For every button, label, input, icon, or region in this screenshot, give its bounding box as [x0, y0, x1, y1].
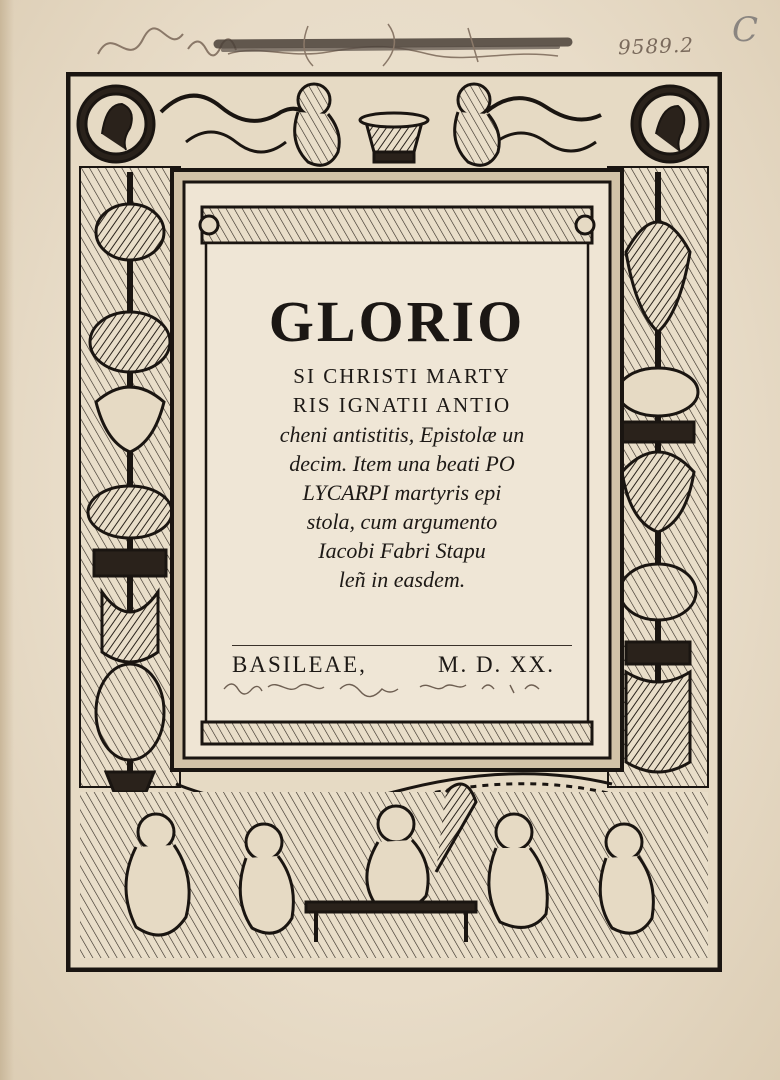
struck-out-ownership-signature: [88, 14, 688, 74]
title-text-block: [222, 362, 582, 594]
left-candelabrum-column: [80, 167, 180, 792]
handwritten-annotation: [220, 675, 560, 699]
title-line: cheni antistitis, Epistolæ un: [279, 422, 525, 447]
shelf-number: 9589.2: [617, 32, 695, 60]
title-line: decim. Item una beati PO: [289, 451, 515, 476]
title-line: Iacobi Fabri Stapu: [318, 538, 486, 563]
corner-mark: C: [732, 10, 759, 50]
title-line: stola, cum argumento: [306, 509, 498, 534]
title-line: leñ in easdem.: [338, 567, 466, 592]
title-heading: GLORIO: [268, 289, 526, 354]
bottom-putti-frieze: [80, 784, 708, 958]
imprint-rule: [232, 645, 572, 646]
title-panel: [202, 205, 592, 730]
imprint-year: M. D. XX.: [438, 652, 556, 677]
title-line: LYCARPI martyris epi: [302, 480, 502, 505]
imprint-place: BASILEAE,: [232, 652, 367, 677]
binding-gutter: [0, 0, 14, 1080]
title-line: RIS IGNATII ANTIO: [292, 393, 512, 417]
title-line: SI CHRISTI MARTY: [293, 364, 511, 388]
provenance-inscription: [88, 14, 778, 74]
